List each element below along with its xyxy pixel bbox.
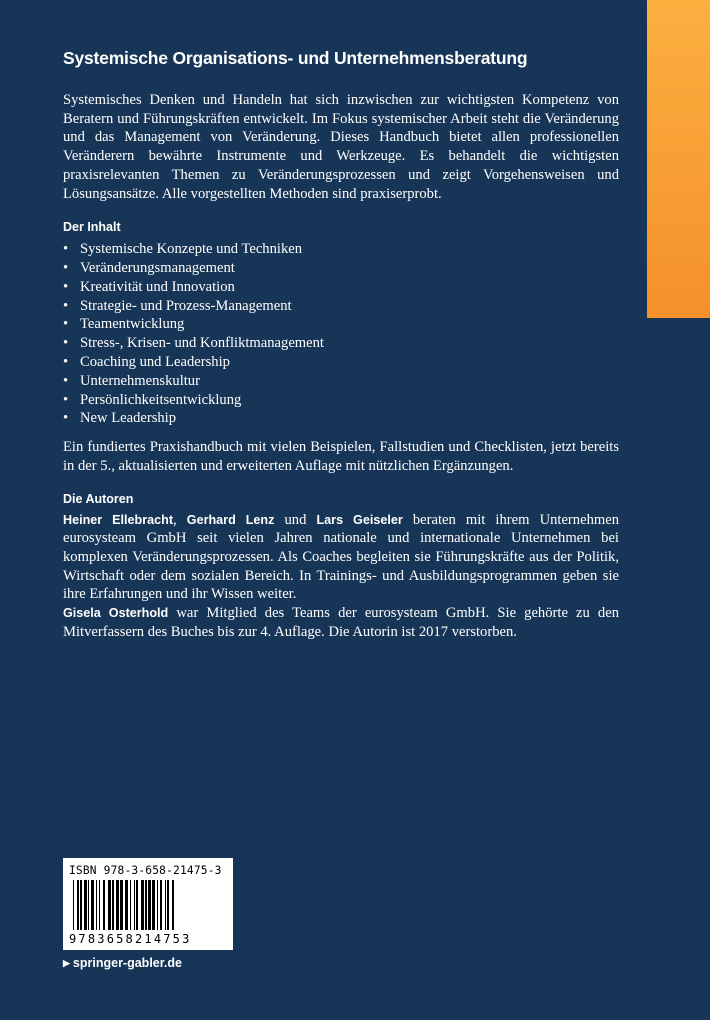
intro-paragraph: Systemisches Denken und Handeln hat sich inzwischen zur wichtigsten Kompetenz von Beratern und Führungskräften entwickelt. Im Fokus systemischer Arbeit steht die Veränderung und das Management von Veränderung. Dieses Handbuch bietet allen professionellen Veränderern bewährte Instrumente und Werkzeuge. Es behandelt die wichtigsten praxisrelevanten Themen zu Veränderungsprozessen und zeigt Vorgehensweisen und Lösungsansätze. Alle vorgestellten Methoden sind praxiserprobt. — [63, 92, 619, 202]
list-item: • Stress-, Krisen- und Konfliktmanagement — [63, 334, 619, 353]
list-item: • Unternehmenskultur — [63, 372, 619, 391]
publisher-url: springer-gabler.de — [72, 956, 182, 970]
triangle-right-icon: ▶ — [63, 958, 70, 968]
author-name: Heiner Ellebracht — [63, 512, 174, 527]
author-osterhold-bio: war Mitglied des Teams der eurosysteam GmbH. Sie gehörte zu den Mitverfassern des Buches bis zur 4. Auflage. Die Autorin ist 2017 verstorben. — [63, 605, 620, 640]
list-item: • Kreativität und Innovation — [63, 278, 619, 297]
authors-paragraph: Heiner Ellebracht, Gerhard Lenz und Lars Geiseler beraten mit ihrem Unternehmen eurosysteam GmbH seit vielen Jahren nationale und internationale Unternehmen bei komplexen Veränderungsprozessen. Als Coaches begleiten sie Führungskräfte aus der Politik, Wirtschaft oder dem sozialen Bereich. In Trainings- und Ausbildungsprogrammen geben sie ihre Erfahrungen und ihr Wissen weiter. — [63, 511, 619, 603]
author-name: Gisela Osterhold — [63, 606, 169, 621]
list-item: • Veränderungsmanagement — [63, 259, 619, 278]
contents-heading: Der Inhalt — [63, 220, 121, 235]
back-cover-content — [63, 46, 619, 642]
barcode-icon — [71, 880, 225, 930]
closing-paragraph: Ein fundiertes Praxishandbuch mit vielen Beispielen, Fallstudien und Checklisten, jetzt bereits in der 5., aktualisierten und erweiterten Auflage mit nützlichen Ergänzungen. — [63, 439, 619, 474]
contents-list — [63, 240, 619, 428]
list-item: • Persönlichkeitsentwicklung — [63, 391, 619, 410]
authors-bio: beraten mit ihrem Unternehmen eurosysteam GmbH seit vielen Jahren nationale und internationale Unternehmen bei komplexen Veränderungsprozessen. Als Coaches begleiten sie Führungskräfte aus der Politik, Wirtschaft oder dem sozialen Bereich. In Trainings- und Ausbildungsprogrammen geben sie ihre Erfahrungen und ihr Wissen weiter. — [63, 511, 619, 603]
author-name: Lars Geiseler — [316, 512, 403, 527]
publisher-link[interactable] — [63, 956, 182, 970]
ean-digits: 9783658214753 — [69, 932, 192, 946]
isbn-label: ISBN 978-3-658-21475-3 — [69, 864, 222, 877]
list-item: • Systemische Konzepte und Techniken — [63, 240, 619, 259]
list-item: • Teamentwicklung — [63, 315, 619, 334]
isbn-barcode — [63, 858, 233, 950]
list-item: • New Leadership — [63, 409, 619, 428]
authors-heading: Die Autoren — [63, 491, 134, 506]
list-item: • Strategie- und Prozess-Management — [63, 297, 619, 316]
author-osterhold-paragraph — [63, 604, 619, 641]
accent-bar — [647, 0, 710, 318]
list-item: • Coaching und Leadership — [63, 353, 619, 372]
book-title: Systemische Organisations- und Unternehmensberatung — [63, 48, 528, 68]
author-name: Gerhard Lenz — [186, 512, 275, 527]
